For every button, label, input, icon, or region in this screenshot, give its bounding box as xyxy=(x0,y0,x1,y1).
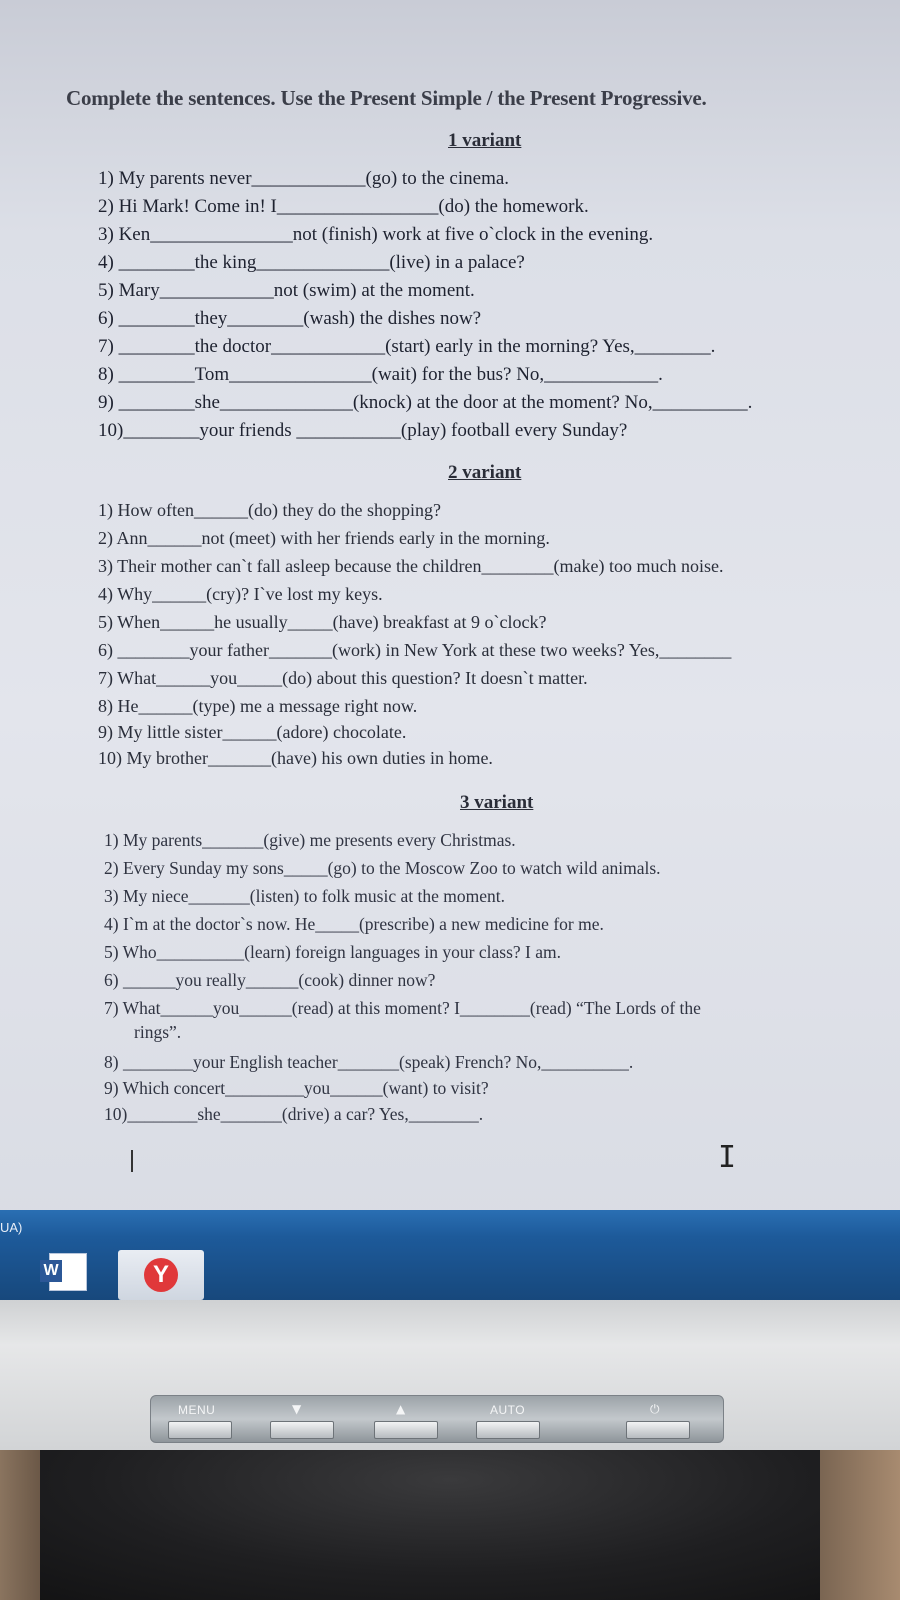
v3-line-2: 2) Every Sunday my sons_____(go) to the Moscow Zoo to watch wild animals. xyxy=(104,858,661,878)
auto-button[interactable] xyxy=(476,1421,540,1439)
v1-line-10: 10)________your friends ___________(play) football every Sunday? xyxy=(98,420,628,441)
v3-line-6: 6) ______you really______(cook) dinner now? xyxy=(104,970,436,990)
v3-line-9: 9) Which concert_________you______(want) to visit? xyxy=(104,1078,489,1098)
v1-line-5: 5) Mary____________not (swim) at the moment. xyxy=(98,280,475,301)
v3-line-10: 10)________she_______(drive) a car? Yes,________. xyxy=(104,1104,484,1124)
yandex-logo-icon: Y xyxy=(144,1258,178,1292)
mouse-ibeam-icon: I xyxy=(718,1140,737,1175)
text-cursor xyxy=(131,1150,133,1172)
v2-line-3: 3) Their mother can`t fall asleep because the children________(make) too much noise. xyxy=(98,556,724,576)
desk-right xyxy=(820,1450,900,1600)
v1-line-2: 2) Hi Mark! Come in! I_________________(do) the homework. xyxy=(98,196,589,217)
menu-label: MENU xyxy=(178,1403,216,1417)
v3-line-7: 7) What______you______(read) at this moment? I________(read) “The Lords of the xyxy=(104,998,701,1018)
variant-2-heading: 2 variant xyxy=(448,462,522,483)
v1-line-6: 6) ________they________(wash) the dishes now? xyxy=(98,308,482,329)
v3-line-3: 3) My niece_______(listen) to folk music at the moment. xyxy=(104,886,505,906)
desk-left xyxy=(0,1450,40,1600)
v2-line-7: 7) What______you_____(do) about this question? It doesn`t matter. xyxy=(98,668,588,688)
power-icon: ⏻ xyxy=(650,1402,660,1416)
worksheet-title: Complete the sentences. Use the Present Simple / the Present Progressive. xyxy=(66,86,707,110)
yandex-browser-taskbar-button[interactable] xyxy=(118,1250,204,1300)
up-button[interactable] xyxy=(374,1421,438,1439)
power-button[interactable] xyxy=(626,1421,690,1439)
v3-line-5: 5) Who__________(learn) foreign languages in your class? I am. xyxy=(104,942,561,962)
v1-line-8: 8) ________Tom_______________(wait) for the bus? No,____________. xyxy=(98,364,663,385)
word-document-icon xyxy=(43,1253,87,1291)
v3-line-7-cont: rings”. xyxy=(134,1022,182,1042)
v3-line-1: 1) My parents_______(give) me presents every Christmas. xyxy=(104,830,516,850)
down-button[interactable] xyxy=(270,1421,334,1439)
monitor-stand xyxy=(0,1450,900,1600)
v3-line-4: 4) I`m at the doctor`s now. He_____(prescribe) a new medicine for me. xyxy=(104,914,604,934)
v1-line-7: 7) ________the doctor____________(start) early in the morning? Yes,________. xyxy=(98,336,716,357)
up-arrow-icon: ▲ xyxy=(396,1402,406,1416)
v2-line-2: 2) Ann______not (meet) with her friends early in the morning. xyxy=(98,528,550,548)
down-arrow-icon: ▼ xyxy=(292,1402,302,1416)
v1-line-3: 3) Ken_______________not (finish) work at five o`clock in the evening. xyxy=(98,224,654,245)
word-logo-icon: W xyxy=(40,1260,62,1282)
word-taskbar-button[interactable] xyxy=(42,1248,94,1296)
v2-line-9: 9) My little sister______(adore) chocolate. xyxy=(98,722,407,742)
v1-line-4: 4) ________the king______________(live) in a palace? xyxy=(98,252,525,273)
auto-label: AUTO xyxy=(490,1403,526,1417)
menu-button[interactable] xyxy=(168,1421,232,1439)
v2-line-1: 1) How often______(do) they do the shopping? xyxy=(98,500,441,520)
v2-line-6: 6) ________your father_______(work) in New York at these two weeks? Yes,________ xyxy=(98,640,732,660)
variant-3-heading: 3 variant xyxy=(460,792,534,813)
v3-line-8: 8) ________your English teacher_______(speak) French? No,__________. xyxy=(104,1052,634,1072)
v1-line-1: 1) My parents never____________(go) to the cinema. xyxy=(98,168,510,189)
variant-1-heading: 1 variant xyxy=(448,130,522,151)
v2-line-10: 10) My brother_______(have) his own duties in home. xyxy=(98,748,493,768)
v2-line-5: 5) When______he usually_____(have) breakfast at 9 o`clock? xyxy=(98,612,547,632)
v1-line-9: 9) ________she______________(knock) at the door at the moment? No,__________. xyxy=(98,392,753,413)
language-indicator[interactable]: UA) xyxy=(0,1220,23,1235)
v2-line-4: 4) Why______(cry)? I`ve lost my keys. xyxy=(98,584,383,604)
v2-line-8: 8) He______(type) me a message right now. xyxy=(98,696,418,716)
